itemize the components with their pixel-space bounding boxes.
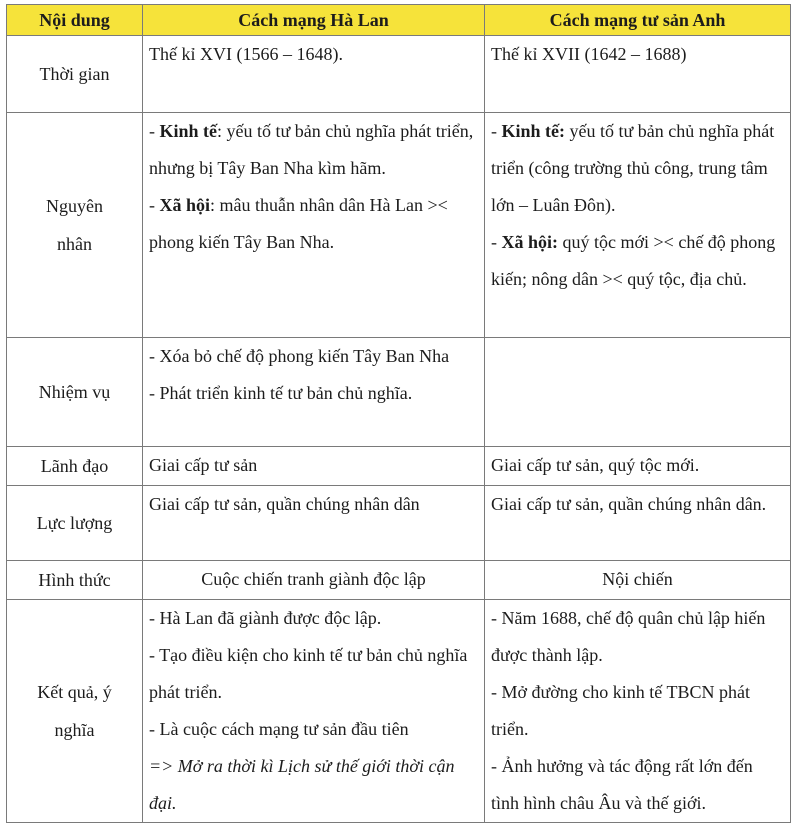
label-cause-line2: nhân <box>57 234 92 254</box>
label-result-line1: Kết quả, ý <box>37 682 112 702</box>
task-nl-2: - Phát triển kinh tế tư bản chủ nghĩa. <box>149 383 413 403</box>
result-en-2: - Mở đường cho kinh tế TBCN phát triển. <box>491 682 750 739</box>
label-cause <box>7 113 143 338</box>
cell-time-england: Thế kỉ XVII (1642 – 1688) <box>485 36 791 113</box>
cell-result-netherlands <box>143 600 485 823</box>
header-row <box>7 5 791 36</box>
result-en-3: - Ảnh hưởng và tác động rất lớn đến tình hình châu Âu và thế giới. <box>491 756 753 813</box>
row-result <box>7 600 791 823</box>
result-nl-conclusion: => Mở ra thời kì Lịch sử thế giới thời cận đại. <box>149 756 455 813</box>
header-england: Cách mạng tư sản Anh <box>485 5 791 36</box>
economy-heading: Kinh tế: <box>501 121 566 141</box>
cell-result-england <box>485 600 791 823</box>
economy-text: : yếu tố tư bản chủ nghĩa phát triển, nhưng bị Tây Ban Nha kìm hãm. <box>149 121 474 178</box>
row-force <box>7 486 791 561</box>
label-task: Nhiệm vụ <box>7 338 143 447</box>
bullet-prefix: - <box>149 121 160 141</box>
cause-nl-economy <box>149 113 478 187</box>
cause-nl-society <box>149 187 478 261</box>
economy-text: yếu tố tư bản chủ nghĩa phát triển (công trường thủ công, trung tâm lớn – Luân Đôn). <box>491 121 775 215</box>
result-nl-3: - Là cuộc cách mạng tư sản đầu tiên <box>149 719 409 739</box>
society-heading: Xã hội <box>159 195 211 215</box>
cell-task-england <box>485 338 791 447</box>
row-cause <box>7 113 791 338</box>
result-nl-4 <box>149 748 478 822</box>
row-time <box>7 36 791 113</box>
row-task <box>7 338 791 447</box>
cause-en-society <box>491 224 784 298</box>
bullet-prefix: - <box>149 195 160 215</box>
label-lead: Lãnh đạo <box>7 447 143 486</box>
cell-form-netherlands: Cuộc chiến tranh giành độc lập <box>143 561 485 600</box>
cell-cause-netherlands <box>143 113 485 338</box>
society-text: quý tộc mới >< chế độ phong kiến; nông dân >< quý tộc, địa chủ. <box>491 232 776 289</box>
economy-heading: Kinh tế <box>159 121 218 141</box>
cell-time-netherlands: Thế kỉ XVI (1566 – 1648). <box>143 36 485 113</box>
label-cause-line1: Nguyên <box>46 196 103 216</box>
result-nl-1: - Hà Lan đã giành được độc lập. <box>149 608 382 628</box>
task-nl-1: - Xóa bỏ chế độ phong kiến Tây Ban Nha <box>149 346 450 366</box>
cell-form-england: Nội chiến <box>485 561 791 600</box>
result-en-1: - Năm 1688, chế độ quân chủ lập hiến được thành lập. <box>491 608 766 665</box>
header-content: Nội dung <box>7 5 143 36</box>
label-result-line2: nghĩa <box>54 720 95 740</box>
label-form: Hình thức <box>7 561 143 600</box>
cell-force-netherlands: Giai cấp tư sản, quần chúng nhân dân <box>143 486 485 561</box>
society-text: : mâu thuẫn nhân dân Hà Lan >< phong kiến Tây Ban Nha. <box>149 195 448 252</box>
result-nl-2: - Tạo điều kiện cho kinh tế tư bản chủ nghĩa phát triển. <box>149 645 468 702</box>
header-netherlands: Cách mạng Hà Lan <box>143 5 485 36</box>
bullet-prefix: - <box>491 121 502 141</box>
row-lead <box>7 447 791 486</box>
comparison-table <box>6 4 791 823</box>
cell-force-england: Giai cấp tư sản, quần chúng nhân dân. <box>485 486 791 561</box>
cell-lead-netherlands: Giai cấp tư sản <box>143 447 485 486</box>
label-result <box>7 600 143 823</box>
society-heading: Xã hội: <box>501 232 559 252</box>
cell-cause-england <box>485 113 791 338</box>
label-force: Lực lượng <box>7 486 143 561</box>
cell-lead-england: Giai cấp tư sản, quý tộc mới. <box>485 447 791 486</box>
row-form <box>7 561 791 600</box>
cause-en-economy <box>491 113 784 224</box>
label-time: Thời gian <box>7 36 143 113</box>
cell-task-netherlands <box>143 338 485 447</box>
bullet-prefix: - <box>491 232 502 252</box>
